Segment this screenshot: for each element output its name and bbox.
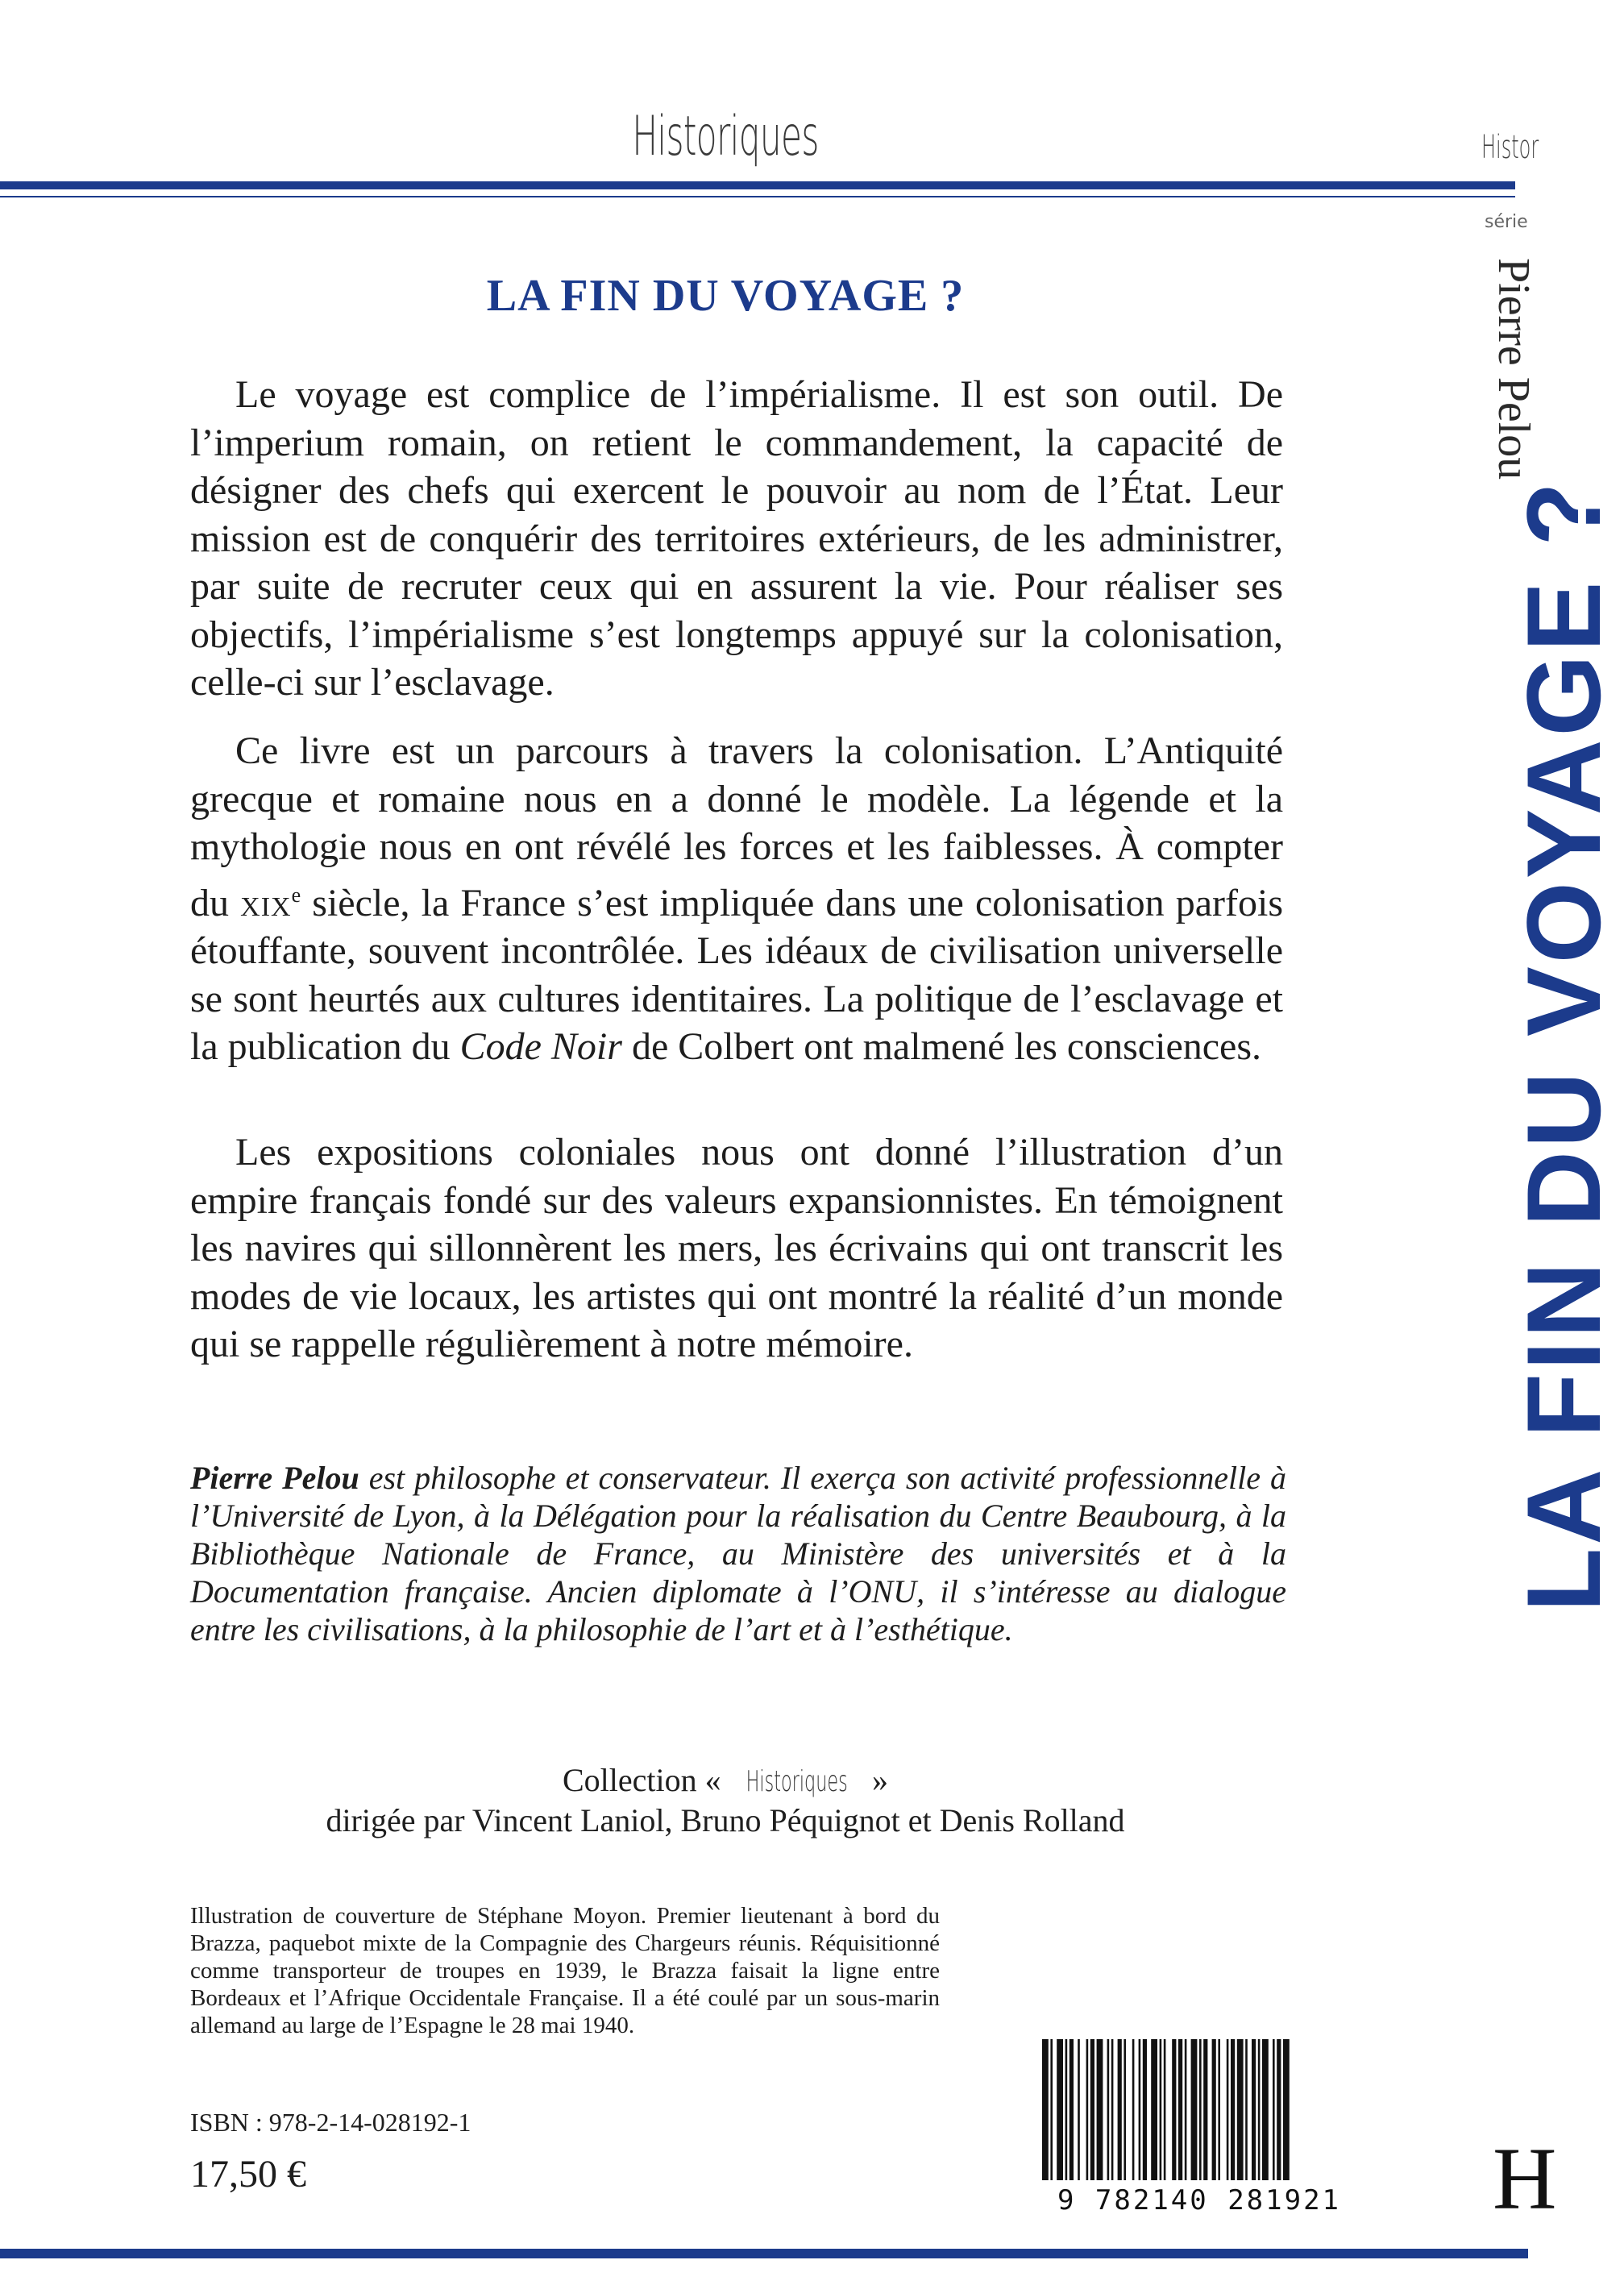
bottom-rule xyxy=(0,2249,1528,2258)
series-logo: Historiques xyxy=(632,105,819,168)
paragraph-3 xyxy=(190,1128,1283,1369)
barcode-bar xyxy=(1212,2039,1216,2180)
collection-open-quote: « xyxy=(704,1762,721,1798)
barcode-bar xyxy=(1191,2039,1198,2180)
barcode-bar xyxy=(1139,2039,1141,2180)
collection-close-quote: » xyxy=(871,1762,888,1798)
barcode-bar xyxy=(1237,2039,1244,2180)
spine-title: LA FIN DU VOYAGE ? xyxy=(1505,479,1622,1612)
barcode-digits: 9 782140 281921 xyxy=(1057,2184,1342,2216)
paragraph-2-text-a: Ce livre est un parcours à travers la colonisation. L’Antiquité grecque et romaine nous en a donné le modèle. La légende et la mythologie nous en ont révélé les forces et les faiblesses. À compter du xyxy=(190,729,1283,924)
top-rule-thin xyxy=(0,196,1515,197)
collection-label: Collection xyxy=(563,1762,697,1798)
barcode-bar xyxy=(1231,2039,1235,2180)
barcode-bar xyxy=(1042,2039,1049,2180)
collection-line xyxy=(242,1761,1209,1801)
paragraph-2-text-b: siècle, la France s’est impliquée dans une colonisation parfois étouffante, souvent incontrôlée. Les idéaux de civilisation universelle se sont heurtés aux cultures identitaires. La politique de l’esclavage et la publication du xyxy=(190,881,1284,1068)
barcode-bar xyxy=(1111,2039,1114,2180)
barcode-bar xyxy=(1252,2039,1256,2180)
barcode-bar xyxy=(1118,2039,1122,2180)
spine-serie-label: série xyxy=(1485,212,1528,232)
century-numeral: xix xyxy=(240,881,292,924)
barcode-bar xyxy=(1283,2039,1290,2180)
collection-info xyxy=(242,1761,1209,1840)
barcode-bar xyxy=(1097,2039,1103,2180)
barcode-bar xyxy=(1199,2039,1202,2180)
barcode-bar xyxy=(1107,2039,1110,2180)
barcode-bar xyxy=(1277,2039,1281,2180)
barcode-bar xyxy=(1090,2039,1094,2180)
century-superscript: e xyxy=(291,883,301,907)
book-title: LA FIN DU VOYAGE ? xyxy=(486,271,965,321)
collection-directors: dirigée par Vincent Laniol, Bruno Péquignot et Denis Rolland xyxy=(326,1802,1125,1838)
author-bio-text: est philosophe et conservateur. Il exerça son activité professionnelle à l’Université de Lyon, à la Délégation pour la réalisation du Centre Beaubourg, à la Bibliothèque Nationale de France, au Ministère des universités et à la Documentation française. Ancien diplomate à l’ONU, il s’intéresse au dialogue entre les civilisations, à la philosophie de l’art et à l’esthétique. xyxy=(190,1460,1287,1647)
spine-series-logo: Histor xyxy=(1481,129,1539,166)
barcode-bar xyxy=(1185,2039,1187,2180)
barcode-bar xyxy=(1132,2039,1135,2180)
barcode-bar xyxy=(1164,2039,1166,2180)
barcode-bars xyxy=(1034,2039,1364,2184)
barcode-bar xyxy=(1258,2039,1261,2180)
barcode-bar xyxy=(1227,2039,1229,2180)
author-bio xyxy=(190,1459,1286,1648)
barcode xyxy=(1034,2039,1364,2221)
paragraph-2 xyxy=(190,727,1283,1071)
barcode-bar xyxy=(1124,2039,1126,2180)
paragraph-1 xyxy=(190,371,1283,707)
barcode-bar xyxy=(1262,2039,1269,2180)
barcode-bar xyxy=(1050,2039,1053,2180)
barcode-bar xyxy=(1273,2039,1275,2180)
barcode-bar xyxy=(1178,2039,1182,2180)
barcode-bar xyxy=(1245,2039,1248,2180)
barcode-bar xyxy=(1172,2039,1176,2180)
barcode-bar xyxy=(1065,2039,1068,2180)
barcode-bar xyxy=(1070,2039,1074,2180)
paragraph-3-text: Les expositions coloniales nous ont donné l’illustration d’un empire français fondé sur des valeurs expansionnistes. En témoignent les navires qui sillonnèrent les mers, les écrivains qui ont transcrit les modes de vie locaux, les artistes qui ont montré la réalité d’un monde qui se rappelle régulièrement à notre mémoire. xyxy=(190,1131,1283,1365)
barcode-bar xyxy=(1143,2039,1147,2180)
barcode-bar xyxy=(1160,2039,1162,2180)
code-noir-italic: Code Noir xyxy=(459,1025,622,1068)
illustration-credit: Illustration de couverture de Stéphane Moyon. Premier lieutenant à bord du Brazza, paquebot mixte de la Compagnie des Chargeurs réunis. Réquisitionné comme transporteur de troupes en 1939, le Brazza faisait la ligne entre Bordeaux et l’Afrique Occidentale Française. Il a été coulé par un sous-marin allemand au large de l’Espagne le 28 mai 1940. xyxy=(190,1903,940,2038)
top-rule xyxy=(0,181,1515,189)
paragraph-2-text-c: de Colbert ont malmené les consciences. xyxy=(631,1025,1262,1068)
paragraph-1-text: Le voyage est complice de l’impérialisme. Il est son outil. De l’imperium romain, on retient le commandement, la capacité de désigner des chefs qui exercent le pouvoir au nom de l’État. Leur mission est de conquérir des territoires extérieurs, de les administrer, par suite de recruter ceux qui en assurent la vie. Pour réaliser ses objectifs, l’impérialisme s’est longtemps appuyé sur la colonisation, celle-ci sur l’esclavage. xyxy=(190,373,1283,704)
barcode-bar xyxy=(1086,2039,1089,2180)
barcode-bar xyxy=(1151,2039,1157,2180)
barcode-bar xyxy=(1218,2039,1220,2180)
spine-author: Pierre Pelou xyxy=(1489,258,1539,480)
collection-name: Historiques xyxy=(746,1765,848,1798)
price: 17,50 € xyxy=(190,2153,306,2196)
isbn: ISBN : 978-2-14-028192-1 xyxy=(190,2108,471,2137)
barcode-bar xyxy=(1203,2039,1207,2180)
spine-publisher-initial: H xyxy=(1493,2129,1557,2228)
barcode-bar xyxy=(1078,2039,1080,2180)
author-name: Pierre Pelou xyxy=(190,1460,359,1496)
barcode-bar xyxy=(1057,2039,1063,2180)
